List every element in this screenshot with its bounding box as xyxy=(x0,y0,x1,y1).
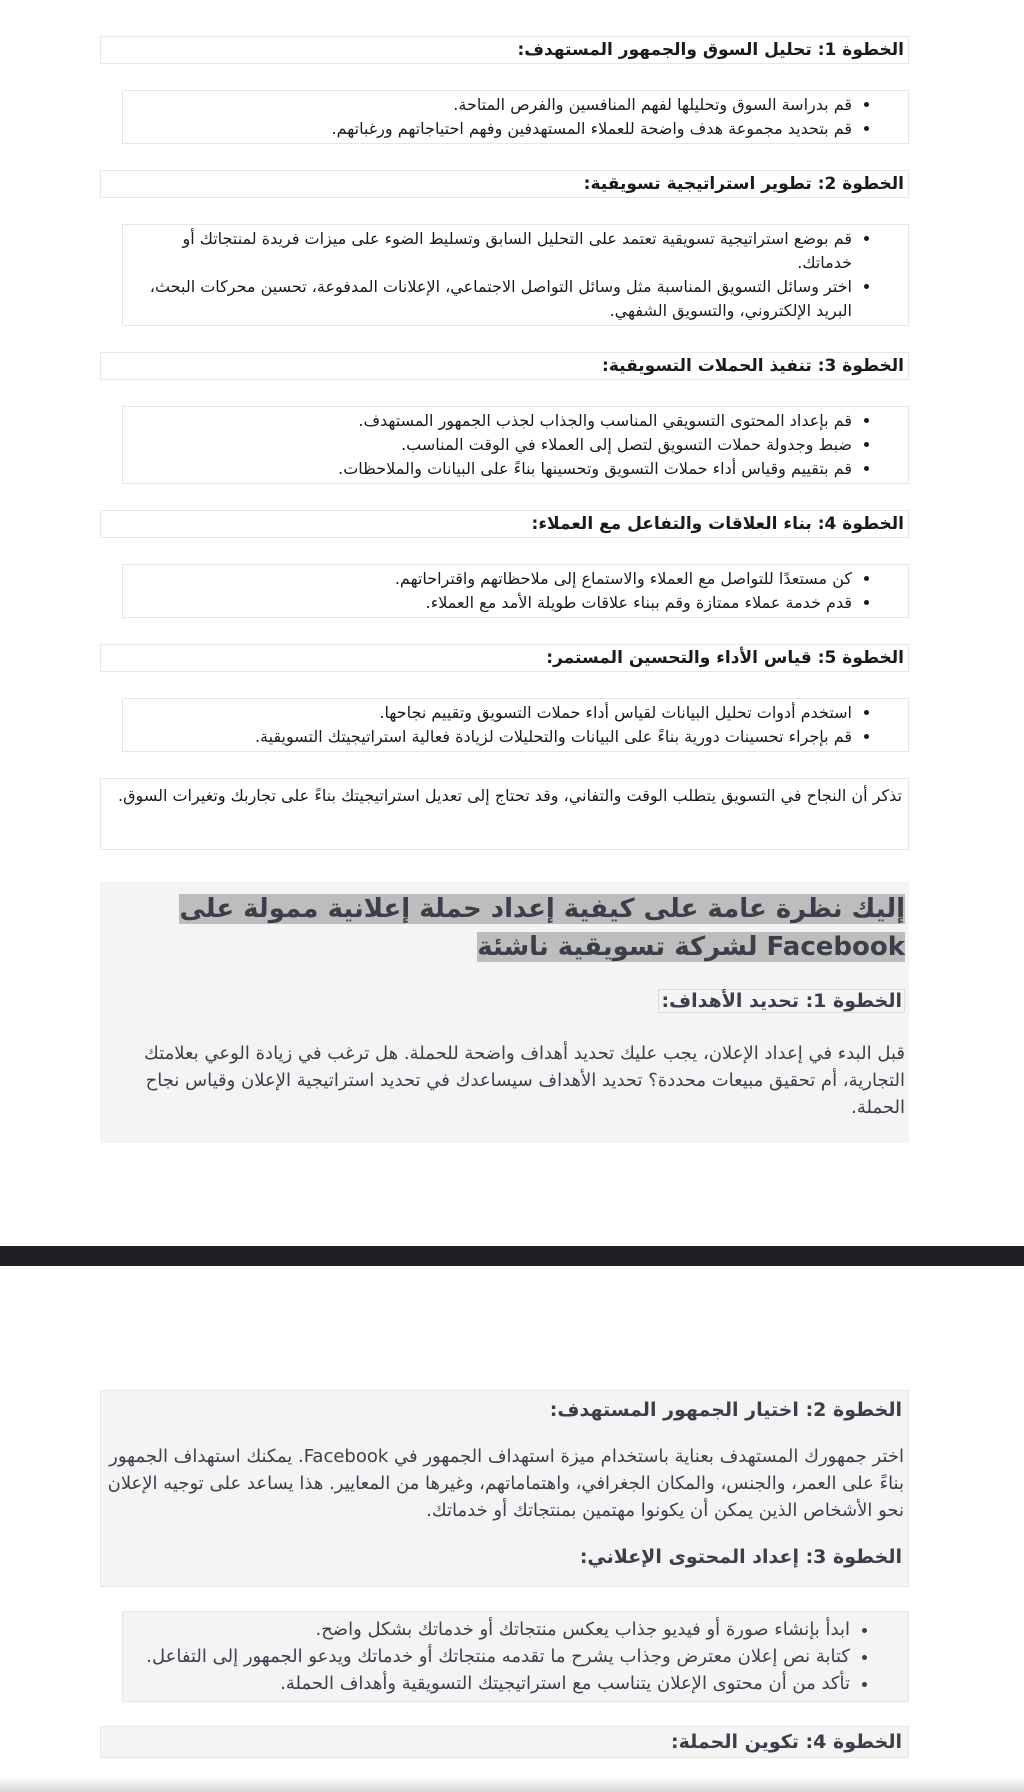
step-block xyxy=(100,1390,909,1587)
list-item: • قم بدراسة السوق وتحليلها لفهم المنافسين والفرص المتاحة. xyxy=(129,93,852,117)
step-heading: الخطوة 3: إعداد المحتوى الإعلاني: xyxy=(579,1546,902,1568)
step-list xyxy=(122,698,909,752)
step-heading: الخطوة 1: تحليل السوق والجمهور المستهدف: xyxy=(100,36,909,64)
document-section-1 xyxy=(100,36,909,1143)
step-list xyxy=(122,564,909,618)
step-heading: الخطوة 2: اختيار الجمهور المستهدف: xyxy=(549,1399,902,1421)
step-list xyxy=(122,224,909,326)
step-block xyxy=(100,1726,909,1758)
list-item: • تأكد من أن محتوى الإعلان يتناسب مع استراتيجيتك التسويقية وأهداف الحملة. xyxy=(129,1670,850,1697)
list-item: • استخدم أدوات تحليل البيانات لقياس أداء حملات التسويق وتقييم نجاحها. xyxy=(129,701,852,725)
list-item: • قم بتحديد مجموعة هدف واضحة للعملاء المستهدفين وفهم احتياجاتهم ورغباتهم. xyxy=(129,117,852,141)
step-paragraph: اختر جمهورك المستهدف بعناية باستخدام ميزة استهداف الجمهور في Facebook. يمكنك استهداف الجمهور بناءً على العمر، والجنس، والمكان الجغرافي، واهتماماتهم، وغيرها من المعايير. هذا يساعد على توجيه الإعلان نحو الأشخاص الذين يمكن أن يكونوا مهتمين بمنتجاتك أو خدماتك. xyxy=(107,1446,904,1521)
step-heading: الخطوة 4: بناء العلاقات والتفاعل مع العملاء: xyxy=(100,510,909,538)
document-section-2 xyxy=(100,1390,909,1758)
bottom-edge xyxy=(0,1776,1024,1792)
closing-paragraph: تذكر أن النجاح في التسويق يتطلب الوقت والتفاني، وقد تحتاج إلى تعديل استراتيجيتك بناءً على تجاربك وتغيرات السوق. xyxy=(100,778,909,850)
step-list xyxy=(122,406,909,484)
section-title: إليك نظرة عامة على كيفية إعداد حملة إعلانية ممولة على Facebook لشركة تسويقية ناشئة xyxy=(179,894,905,962)
list-item: • كتابة نص إعلان معترض وجذاب يشرح ما تقدمه منتجاتك أو خدماتك ويدعو الجمهور إلى التفاعل. xyxy=(129,1643,850,1670)
list-item: • قم بإعداد المحتوى التسويقي المناسب والجذاب لجذب الجمهور المستهدف. xyxy=(129,409,852,433)
step-list xyxy=(122,90,909,144)
list-item: • اختر وسائل التسويق المناسبة مثل وسائل التواصل الاجتماعي، الإعلانات المدفوعة، تحسين محركات البحث، البريد الإلكتروني، والتسويق الشفهي. xyxy=(129,275,852,323)
step-heading: الخطوة 1: تحديد الأهداف: xyxy=(100,986,909,1016)
step-paragraph: قبل البدء في إعداد الإعلان، يجب عليك تحديد أهداف واضحة للحملة. هل ترغب في زيادة الوعي بعلامتك التجارية، أم تحقيق مبيعات محددة؟ تحديد الأهداف سيساعدك في تحديد استراتيجية الإعلان وقياس نجاح الحملة. xyxy=(143,1043,905,1118)
list-item: • قدم خدمة عملاء ممتازة وقم ببناء علاقات طويلة الأمد مع العملاء. xyxy=(129,591,852,615)
facebook-guide-section xyxy=(100,882,909,1143)
step-list xyxy=(122,1611,909,1702)
step-heading: الخطوة 2: تطوير استراتيجية تسويقية: xyxy=(100,170,909,198)
list-item: • قم بوضع استراتيجية تسويقية تعتمد على التحليل السابق وتسليط الضوء على ميزات فريدة لمنتجاتك أو خدماتك. xyxy=(129,227,852,275)
list-item: • ضبط وجدولة حملات التسويق لتصل إلى العملاء في الوقت المناسب. xyxy=(129,433,852,457)
list-item: • قم بإجراء تحسينات دورية بناءً على البيانات والتحليلات لزيادة فعالية استراتيجيتك التسويقية. xyxy=(129,725,852,749)
page-divider xyxy=(0,1246,1024,1266)
step-heading: الخطوة 5: قياس الأداء والتحسين المستمر: xyxy=(100,644,909,672)
list-item: • كن مستعدًا للتواصل مع العملاء والاستماع إلى ملاحظاتهم واقتراحاتهم. xyxy=(129,567,852,591)
list-item: • ابدأ بإنشاء صورة أو فيديو جذاب يعكس منتجاتك أو خدماتك بشكل واضح. xyxy=(129,1616,850,1643)
list-item: • قم بتقييم وقياس أداء حملات التسويق وتحسينها بناءً على البيانات والملاحظات. xyxy=(129,457,852,481)
step-heading: الخطوة 4: تكوين الحملة: xyxy=(671,1731,902,1753)
step-heading: الخطوة 3: تنفيذ الحملات التسويقية: xyxy=(100,352,909,380)
